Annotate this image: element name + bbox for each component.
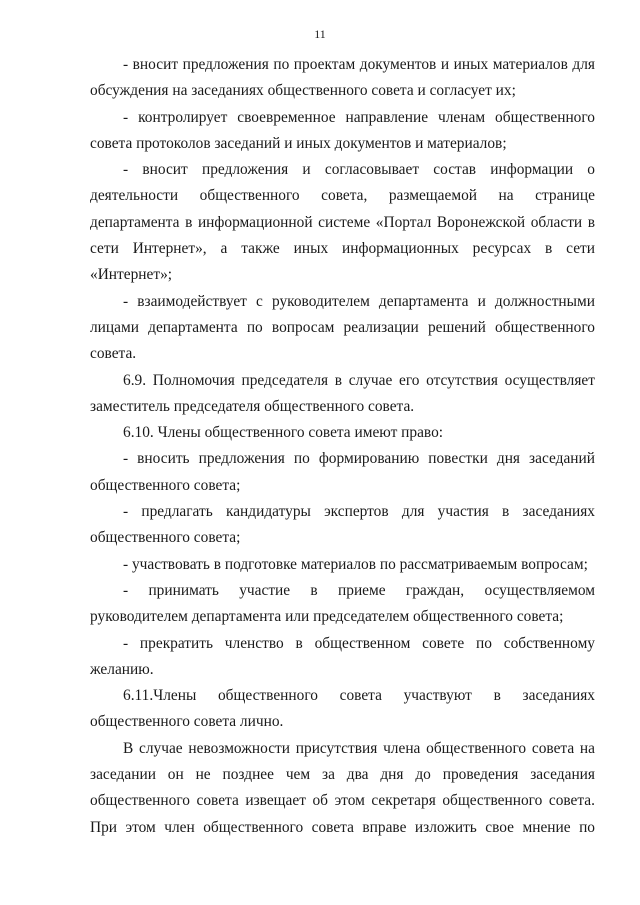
paragraph-absence-notification: В случае невозможности присутствия члена общественного совета на заседании он не позднее чем за два дня до проведения заседания общественного совета извещает об этом секретаря общественного совета. При этом член общественного совета вправе изложить свое мнение по [90, 739, 595, 836]
paragraph-right-agenda-proposals: - вносить предложения по формированию повестки дня заседаний общественного совета; [90, 450, 595, 494]
paragraph-right-terminate-membership: - прекратить членство в общественном совете по собственному желанию. [90, 634, 595, 678]
paragraph-right-citizen-reception: - принимать участие в приеме граждан, осуществляемом руководителем департамента или председателем общественного совета; [90, 581, 595, 626]
paragraph-interacts-with-head: - взаимодействует с руководителем департамента и должностными лицами департамента по вопросам реализации решений общественного совета. [90, 292, 595, 363]
document-body [90, 52, 595, 841]
page-number: 11 [314, 27, 326, 41]
paragraph-6-9-deputy-chair: 6.9. Полномочия председателя в случае его отсутствия осуществляет заместитель председателя общественного совета. [90, 371, 595, 415]
paragraph-6-10-member-rights: 6.10. Члены общественного совета имеют право: [123, 424, 444, 442]
paragraph-6-11-personal-participation: 6.11.Члены общественного совета участвуют в заседаниях общественного совета лично. [90, 687, 595, 731]
paragraph-information-content: - вносит предложения и согласовывает состав информации о деятельности общественного совета, размещаемой на странице департамента в информационной системе «Портал Воронежской области в сети Интернет», а также иных информационных ресурсах в сети «Интернет»; [90, 161, 595, 284]
paragraph-controls-sending-minutes: - контролирует своевременное направление членам общественного совета протоколов заседаний и иных документов и материалов; [90, 108, 595, 152]
paragraph-right-prepare-materials: - участвовать в подготовке материалов по рассматриваемым вопросам; [123, 555, 588, 573]
paragraph-right-propose-experts: - предлагать кандидатуры экспертов для участия в заседаниях общественного совета; [90, 503, 595, 547]
paragraph-submit-proposals: - вносит предложения по проектам документов и иных материалов для обсуждения на заседаниях общественного совета и согласует их; [90, 56, 595, 100]
